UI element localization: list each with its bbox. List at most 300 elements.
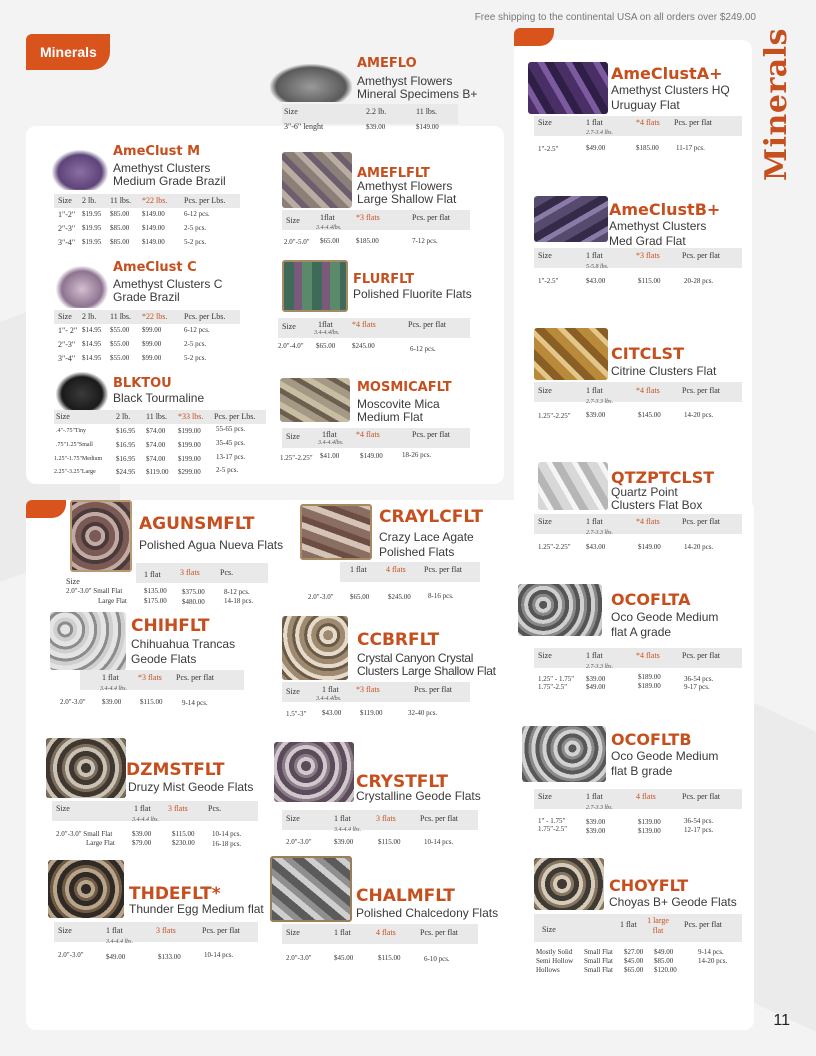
description-line: Amethyst Clusters bbox=[609, 219, 707, 233]
table-cell: 16-18 pcs. bbox=[212, 840, 242, 848]
description-line: Uruguay Flat bbox=[611, 97, 680, 112]
product-photo bbox=[270, 856, 352, 922]
table-cell: $139.00 bbox=[638, 818, 661, 826]
table-header-cell: *4 flats bbox=[636, 651, 660, 660]
table-header-cell: 1 flat bbox=[586, 651, 603, 660]
description-line: Moscovite Mica bbox=[357, 397, 440, 411]
table-cell: 1.25" - 1.75" bbox=[538, 675, 575, 683]
table-cell: 2.0"-4.0" bbox=[278, 342, 304, 350]
product-description bbox=[113, 278, 222, 303]
table-header-cell: *3 flats bbox=[138, 673, 162, 682]
product-code: CRAYLCFLT bbox=[379, 507, 483, 527]
table-header-cell: Size bbox=[538, 517, 552, 526]
product-code: AmeClust M bbox=[113, 144, 201, 159]
product-code: CITCLST bbox=[611, 344, 684, 363]
section-tab: Minerals bbox=[26, 34, 110, 70]
table-cell: $74.00 bbox=[146, 441, 166, 449]
table-header-cell: 3 flats bbox=[376, 814, 396, 823]
product-description bbox=[113, 162, 226, 187]
table-cell: $55.00 bbox=[110, 326, 130, 334]
table-cell: $27.00 bbox=[624, 948, 644, 956]
table-header-cell: Size bbox=[538, 386, 552, 395]
table-header-cell: *3 flats bbox=[356, 213, 380, 222]
table-header-cell: Pcs. per flat bbox=[414, 685, 452, 694]
product-code: MOSMICAFLT bbox=[357, 380, 452, 395]
description-line: Amethyst Clusters HQ bbox=[611, 83, 730, 97]
weight-note: 3.4-4.4 lbs. bbox=[106, 939, 133, 945]
description-line: Amethyst Flowers bbox=[357, 74, 453, 88]
table-header-cell: Size bbox=[286, 814, 300, 823]
table-cell: 2.0"-3.0" bbox=[58, 951, 84, 959]
table-header-cell: 11 lbs. bbox=[416, 107, 438, 116]
table-header-cell: 4 flats bbox=[386, 565, 406, 574]
table-cell: $189.00 bbox=[638, 673, 661, 681]
table-cell: 5-2 pcs. bbox=[184, 354, 207, 362]
description-line: Medium Grade Brazil bbox=[113, 173, 226, 188]
description-line: Polished Chalcedony Flats bbox=[356, 906, 499, 920]
table-cell: $19.95 bbox=[82, 238, 102, 246]
table-cell: $65.00 bbox=[316, 342, 336, 350]
weight-note: 5-5.8 lbs. bbox=[586, 264, 609, 270]
table-header-cell: Size bbox=[282, 322, 296, 331]
table-header-cell: *22 lbs. bbox=[142, 312, 168, 321]
product-code: OCOFLTB bbox=[611, 730, 692, 749]
table-cell: 1" - 1.75" bbox=[538, 817, 566, 825]
table-header-cell: 2 lb. bbox=[82, 312, 97, 321]
table-cell: 10-14 pcs. bbox=[424, 838, 454, 846]
table-header-cell: Size bbox=[538, 251, 552, 260]
table-header-cell: Pcs. per flat bbox=[412, 430, 450, 439]
description-line: Clusters Flat Box bbox=[611, 497, 703, 512]
product-code: AmeClustA+ bbox=[611, 64, 723, 83]
table-header-cell: 1 flat bbox=[586, 792, 603, 801]
product-description bbox=[129, 903, 264, 916]
product-photo bbox=[518, 584, 602, 636]
table-header-cell: Size bbox=[66, 577, 80, 586]
product-description bbox=[379, 531, 474, 558]
table-cell: $79.00 bbox=[132, 839, 152, 847]
product-description bbox=[611, 611, 718, 638]
table-header-cell: 4 flats bbox=[636, 792, 656, 801]
table-header-cell: 1 flat bbox=[586, 517, 603, 526]
table-cell: $65.00 bbox=[350, 593, 370, 601]
table-cell: $115.00 bbox=[140, 698, 163, 706]
table-header-cell: Size bbox=[538, 118, 552, 127]
table-cell: 13-17 pcs. bbox=[216, 453, 246, 461]
table-cell: $149.00 bbox=[638, 543, 661, 551]
table-cell: 1"- 2" bbox=[58, 326, 78, 335]
table-cell: $49.00 bbox=[586, 683, 606, 691]
table-cell: 1"-2" bbox=[58, 210, 76, 219]
table-cell: $375.00 bbox=[182, 588, 205, 596]
table-header-cell: Size bbox=[538, 651, 552, 660]
product-description bbox=[128, 781, 253, 794]
table-cell: $133.00 bbox=[158, 953, 181, 961]
table-cell: $55.00 bbox=[110, 354, 130, 362]
table-cell: 8-16 pcs. bbox=[428, 592, 454, 600]
product-photo bbox=[48, 860, 124, 918]
table-cell: $149.00 bbox=[142, 224, 165, 232]
table-header-cell: 1flat bbox=[320, 213, 335, 222]
product-photo bbox=[528, 62, 608, 114]
table-cell: $49.00 bbox=[654, 948, 674, 956]
description-line: Quartz Point bbox=[611, 485, 678, 499]
table-header-cell: 1 flat bbox=[134, 804, 151, 813]
table-header-cell: 11 lbs. bbox=[146, 412, 168, 421]
weight-note: 2.7-3.3 lbs. bbox=[586, 399, 613, 405]
table-cell: $185.00 bbox=[636, 144, 659, 152]
table-cell: $115.00 bbox=[172, 830, 195, 838]
table-header-cell: 11 lbs. bbox=[110, 312, 132, 321]
weight-note: 3.4-4.4lbs. bbox=[314, 330, 340, 336]
table-header-cell: Pcs. per flat bbox=[684, 920, 722, 929]
table-header-cell: *4 flats bbox=[636, 386, 660, 395]
product-code: OCOFLTA bbox=[611, 590, 691, 609]
table-cell: 2-5 pcs. bbox=[216, 466, 239, 474]
table-cell: 2.0"-3.0" bbox=[286, 838, 312, 846]
table-header-cell: 3 flats bbox=[180, 568, 200, 577]
table-header-cell: 1 flat bbox=[586, 386, 603, 395]
description-line: Chihuahua Trancas bbox=[131, 637, 236, 651]
table-header-cell: 1 flat bbox=[620, 920, 637, 929]
table-cell: $85.00 bbox=[110, 224, 130, 232]
weight-note: 3.4-4.4 lbs. bbox=[100, 686, 127, 692]
product-photo bbox=[56, 372, 108, 412]
table-cell: $199.00 bbox=[178, 455, 201, 463]
table-header-cell: Size bbox=[58, 196, 72, 205]
product-code: BLKTOU bbox=[113, 376, 172, 391]
table-cell: $43.00 bbox=[322, 709, 342, 717]
table-cell: 18-26 pcs. bbox=[402, 451, 432, 459]
table-header-cell: Size bbox=[58, 926, 72, 935]
table-cell: 6-10 pcs. bbox=[424, 955, 450, 963]
table-header-cell: 1 large flat bbox=[647, 916, 669, 935]
product-photo bbox=[534, 858, 604, 910]
table-cell: Large Flat bbox=[86, 839, 115, 847]
table-cell: Small Flat bbox=[584, 948, 613, 956]
table-cell: $119.00 bbox=[146, 468, 169, 476]
table-cell: $115.00 bbox=[638, 277, 661, 285]
product-description bbox=[113, 392, 204, 405]
product-photo bbox=[50, 612, 126, 670]
description-line: Polished Flats bbox=[379, 544, 455, 559]
description-line: Crystal Canyon Crystal bbox=[357, 651, 474, 665]
table-header-cell: Pcs. per flat bbox=[420, 928, 458, 937]
table-cell: $39.00 bbox=[586, 827, 606, 835]
table-header-cell: Size bbox=[286, 687, 300, 696]
table-cell: $245.00 bbox=[352, 342, 375, 350]
table-cell: Hollows bbox=[536, 966, 560, 974]
product-description bbox=[353, 288, 472, 301]
table-header-cell: *3 flats bbox=[356, 685, 380, 694]
table-header-cell: 3 flats bbox=[168, 804, 188, 813]
table-cell: $14.95 bbox=[82, 354, 102, 362]
table-header-cell: 1 flat bbox=[586, 118, 603, 127]
table-cell: 2.0"-3.0" bbox=[60, 698, 86, 706]
description-line: Medium Flat bbox=[357, 409, 424, 424]
table-cell: $185.00 bbox=[356, 237, 379, 245]
table-cell: $16.95 bbox=[116, 455, 136, 463]
weight-note: 3.4-4.4 lbs. bbox=[132, 817, 159, 823]
description-line: Large Shallow Flat bbox=[357, 191, 457, 206]
table-cell: 55-65 pcs. bbox=[216, 425, 246, 433]
table-header-cell: 1 flat bbox=[322, 685, 339, 694]
section-tab-small bbox=[26, 500, 66, 518]
table-cell: $16.95 bbox=[116, 441, 136, 449]
description-line: Med Grad Flat bbox=[609, 233, 686, 248]
table-cell: $49.00 bbox=[586, 144, 606, 152]
table-cell: 10-14 pcs. bbox=[204, 951, 234, 959]
table-header-cell: Pcs. bbox=[208, 804, 222, 813]
product-photo bbox=[300, 504, 372, 560]
table-cell: 1.5"-3" bbox=[286, 710, 307, 718]
product-photo bbox=[282, 152, 352, 208]
table-cell: 11-17 pcs. bbox=[676, 144, 705, 152]
product-photo bbox=[282, 616, 348, 680]
table-cell: 9-17 pcs. bbox=[684, 683, 710, 691]
product-description bbox=[356, 790, 481, 803]
table-cell: $45.00 bbox=[334, 954, 354, 962]
table-header-cell: 2 lb. bbox=[82, 196, 97, 205]
table-cell: $120.00 bbox=[654, 966, 677, 974]
table-cell: $74.00 bbox=[146, 427, 166, 435]
table-cell: Mostly Solid bbox=[536, 948, 573, 956]
table-cell: 1.25"-2.25" bbox=[280, 454, 313, 462]
product-description bbox=[357, 652, 496, 677]
table-cell: $115.00 bbox=[378, 838, 401, 846]
description-line: Crazy Lace Agate bbox=[379, 530, 474, 544]
product-code: QTZPTCLST bbox=[611, 468, 715, 487]
table-cell: $43.00 bbox=[586, 277, 606, 285]
product-photo bbox=[274, 742, 354, 802]
description-line: flat B grade bbox=[611, 763, 673, 778]
weight-note: 2.7-3.4 lbs. bbox=[586, 130, 613, 136]
product-code: AMEFLO bbox=[357, 56, 417, 71]
table-cell: $135.00 bbox=[144, 587, 167, 595]
table-header-cell: *22 lbs. bbox=[142, 196, 168, 205]
table-header-cell: Pcs. per flat bbox=[420, 814, 458, 823]
table-header-cell: 11 lbs. bbox=[110, 196, 132, 205]
table-header-cell: Pcs. per flat bbox=[682, 386, 720, 395]
table-cell: $115.00 bbox=[378, 954, 401, 962]
product-photo bbox=[56, 266, 108, 308]
product-description bbox=[357, 180, 456, 205]
description-line: Crystalline Geode Flats bbox=[356, 789, 481, 803]
table-header-cell: Pcs. per Lbs. bbox=[184, 196, 226, 205]
product-description bbox=[609, 896, 737, 909]
table-header-cell: Pcs. per flat bbox=[682, 651, 720, 660]
table-header-cell: Size bbox=[286, 928, 300, 937]
weight-note: 3.4-4.4lbs. bbox=[316, 696, 342, 702]
table-cell: 6-12 pcs. bbox=[184, 210, 210, 218]
table-cell: 12-17 pcs. bbox=[684, 826, 714, 834]
product-photo bbox=[522, 726, 606, 782]
table-cell: 14-18 pcs. bbox=[224, 597, 254, 605]
table-cell: .75"1.25"Small bbox=[56, 442, 93, 448]
table-cell: $85.00 bbox=[110, 210, 130, 218]
table-header-cell: Pcs. per flat bbox=[408, 320, 446, 329]
table-header-cell: Pcs. per flat bbox=[674, 118, 712, 127]
table-cell: 14-20 pcs. bbox=[684, 543, 714, 551]
table-cell: .4"-.75"Tiny bbox=[56, 428, 87, 434]
table-header-cell: 1 flat bbox=[102, 673, 119, 682]
table-cell: 1.25"-1.75"Medium bbox=[54, 456, 103, 462]
table-cell: 3"-6" lenght bbox=[284, 122, 324, 131]
product-description bbox=[611, 486, 702, 511]
table-cell: 1.25"-2.25" bbox=[538, 543, 571, 551]
table-cell: Small Flat bbox=[584, 957, 613, 965]
description-line: Citrine Clusters Flat bbox=[611, 364, 717, 378]
table-header-cell: 1 flat bbox=[586, 251, 603, 260]
description-line: Thunder Egg Medium flat bbox=[129, 902, 264, 916]
table-header-cell: Pcs. per flat bbox=[412, 213, 450, 222]
table-cell: $39.00 bbox=[334, 838, 354, 846]
table-cell: $149.00 bbox=[142, 238, 165, 246]
product-photo bbox=[282, 260, 348, 312]
table-cell: $39.00 bbox=[586, 675, 606, 683]
product-photo bbox=[70, 500, 132, 572]
table-header-cell: Pcs. bbox=[220, 568, 234, 577]
table-cell: $149.00 bbox=[416, 123, 439, 131]
table-header-cell: 3 flats bbox=[156, 926, 176, 935]
table-cell: $39.00 bbox=[366, 123, 386, 131]
table-cell: $85.00 bbox=[110, 238, 130, 246]
table-cell: Small Flat bbox=[584, 966, 613, 974]
table-cell: $149.00 bbox=[360, 452, 383, 460]
table-cell: $49.00 bbox=[106, 953, 126, 961]
description-line: Clusters Large Shallow Flat bbox=[357, 663, 496, 678]
table-cell: $145.00 bbox=[638, 411, 661, 419]
table-cell: $119.00 bbox=[360, 709, 383, 717]
product-description bbox=[611, 750, 718, 777]
product-photo bbox=[52, 150, 108, 190]
side-section-title: Minerals bbox=[759, 28, 794, 182]
table-cell: 1.75"-2.5" bbox=[538, 683, 568, 691]
table-cell: $43.00 bbox=[586, 543, 606, 551]
table-cell: 6-12 pcs. bbox=[410, 345, 436, 353]
product-code: CCBRFLT bbox=[357, 630, 440, 650]
table-cell: 2.0"-3.0" bbox=[286, 954, 312, 962]
table-cell: 2.0"-5.0" bbox=[284, 238, 310, 246]
description-line: Choyas B+ Geode Flats bbox=[609, 895, 737, 909]
table-cell: $55.00 bbox=[110, 340, 130, 348]
table-header-cell: Size bbox=[286, 432, 300, 441]
table-header-cell: *4 flats bbox=[356, 430, 380, 439]
table-cell: $99.00 bbox=[142, 340, 162, 348]
product-description bbox=[356, 907, 498, 920]
product-photo bbox=[280, 378, 350, 422]
product-code: CHALMFLT bbox=[356, 886, 455, 906]
table-cell: 3"-4" bbox=[58, 354, 76, 363]
table-cell: 9-14 pcs. bbox=[182, 699, 208, 707]
table-cell: $19.95 bbox=[82, 210, 102, 218]
table-cell: 14-20 pcs. bbox=[698, 957, 728, 965]
table-cell: $24.95 bbox=[116, 468, 136, 476]
table-cell: 2-5 pcs. bbox=[184, 340, 207, 348]
table-cell: $299.00 bbox=[178, 468, 201, 476]
product-photo bbox=[46, 738, 126, 798]
table-header-cell: Size bbox=[56, 804, 70, 813]
product-photo bbox=[534, 196, 608, 242]
description-line: Amethyst Clusters bbox=[113, 161, 211, 175]
table-cell: $41.00 bbox=[320, 452, 340, 460]
table-cell: Semi Hollow bbox=[536, 957, 574, 965]
table-cell: 2"-3" bbox=[58, 340, 76, 349]
table-cell: $189.00 bbox=[638, 682, 661, 690]
table-cell: $99.00 bbox=[142, 354, 162, 362]
description-line: Black Tourmaline bbox=[113, 391, 205, 405]
table-header-cell: Size bbox=[538, 792, 552, 801]
table-cell: $16.95 bbox=[116, 427, 136, 435]
table-header-cell: Pcs. per flat bbox=[682, 251, 720, 260]
table-header-cell: Pcs. per Lbs. bbox=[184, 312, 226, 321]
table-cell: $39.00 bbox=[132, 830, 152, 838]
product-photo bbox=[538, 462, 608, 510]
weight-note: 2.7-3.3 lbs. bbox=[586, 664, 613, 670]
table-header-cell: Pcs. per flat bbox=[176, 673, 214, 682]
table-cell: $39.00 bbox=[586, 411, 606, 419]
table-cell: 1"-2.5" bbox=[538, 145, 559, 153]
table-cell: 2"-3" bbox=[58, 224, 76, 233]
weight-note: 2.7-3.3 lbs. bbox=[586, 805, 613, 811]
table-cell: $139.00 bbox=[638, 827, 661, 835]
table-cell: 2-5 pcs. bbox=[184, 224, 207, 232]
table-cell: 9-14 pcs. bbox=[698, 948, 724, 956]
table-cell: 1.25"-2.25" bbox=[538, 412, 571, 420]
table-cell: 1.75"-2.5" bbox=[538, 825, 568, 833]
table-cell: 36-54 pcs. bbox=[684, 675, 714, 683]
description-line: Geode Flats bbox=[131, 651, 197, 666]
table-cell: $149.00 bbox=[142, 210, 165, 218]
product-description bbox=[611, 84, 730, 111]
table-cell: 14-20 pcs. bbox=[684, 411, 714, 419]
table-header-cell: Pcs. per Lbs. bbox=[214, 412, 256, 421]
table-header-cell: Pcs. per flat bbox=[202, 926, 240, 935]
table-cell: 10-14 pcs. bbox=[212, 830, 242, 838]
table-cell: 2.0"-3.0" bbox=[308, 593, 334, 601]
section-tab-small bbox=[514, 28, 554, 46]
product-code: FLURFLT bbox=[353, 272, 415, 287]
table-header-cell: Size bbox=[286, 216, 300, 225]
product-code: CHOYFLT bbox=[609, 876, 689, 895]
description-line: Amethyst Clusters C bbox=[113, 277, 223, 291]
table-cell: 2.0"-3.0" Small Flat bbox=[66, 587, 123, 595]
description-line: Oco Geode Medium bbox=[611, 610, 719, 624]
table-cell: 20-28 pcs. bbox=[684, 277, 714, 285]
table-header-cell: Pcs. per flat bbox=[682, 792, 720, 801]
product-code: THDEFLT* bbox=[129, 884, 221, 904]
table-cell: 7-12 pcs. bbox=[412, 237, 438, 245]
table-header-cell: 1 flat bbox=[334, 814, 351, 823]
table-cell: $85.00 bbox=[654, 957, 674, 965]
weight-note: 3.4-4.4lbs. bbox=[318, 440, 344, 446]
product-description bbox=[357, 75, 477, 100]
table-header-cell: 4 flats bbox=[376, 928, 396, 937]
table-header-cell: Size bbox=[542, 925, 556, 934]
table-header-cell: 1 flat bbox=[334, 928, 351, 937]
table-cell: 6-12 pcs. bbox=[184, 326, 210, 334]
table-header-cell: 1 flat bbox=[106, 926, 123, 935]
table-header-cell: 1 flat bbox=[350, 565, 367, 574]
table-header-cell: *33 lbs. bbox=[178, 412, 204, 421]
product-code: CRYSTFLT bbox=[356, 772, 449, 792]
table-header-cell: Size bbox=[56, 412, 70, 421]
table-header-cell: Pcs. per flat bbox=[424, 565, 462, 574]
table-header-cell: Pcs. per flat bbox=[682, 517, 720, 526]
table-cell: $74.00 bbox=[146, 455, 166, 463]
product-code: AmeClust C bbox=[113, 260, 197, 275]
product-code: DZMSTFLT bbox=[126, 760, 225, 780]
